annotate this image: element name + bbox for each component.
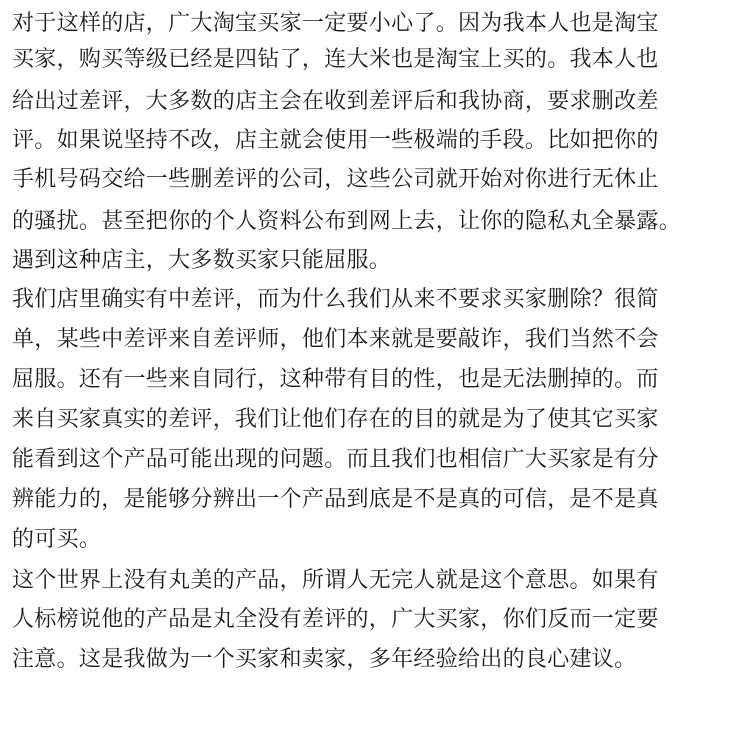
text-line-16: 人标榜说他的产品是丸全没有差评的，广大买家，你们反而一定要: [12, 607, 659, 632]
text-line-17: 注意。这是我做为一个买家和卖家，多年经验给出的良心建议。: [12, 647, 637, 672]
text-line-9: 单，某些中差评来自差评师，他们本来就是要敲诈，我们当然不会: [12, 327, 659, 352]
text-line-5: 手机号码交给一些删差评的公司，这些公司就开始对你进行无休止: [12, 167, 659, 192]
text-line-2: 买家，购买等级已经是四钻了，连大米也是淘宝上买的。我本人也: [12, 47, 659, 72]
text-line-10: 屈服。还有一些来自同行，这种带有目的性，也是无法删掉的。而: [12, 367, 659, 392]
text-line-14: 的可买。: [12, 527, 102, 552]
text-line-6: 的骚扰。甚至把你的个人资料公布到网上去，让你的隐私丸全暴露。: [12, 209, 682, 234]
text-line-11: 来自买家真实的差评，我们让他们存在的目的就是为了使其它买家: [12, 407, 659, 432]
text-line-3: 给出过差评，大多数的店主会在收到差评后和我协商，要求删改差: [12, 89, 659, 114]
text-line-1: 对于这样的店，广大淘宝买家一定要小心了。因为我本人也是淘宝: [12, 11, 659, 36]
text-line-4: 评。如果说坚持不改，店主就会使用一些极端的手段。比如把你的: [12, 128, 659, 153]
text-line-13: 辨能力的，是能够分辨出一个产品到底是不是真的可信，是不是真: [12, 487, 659, 512]
text-line-8: 我们店里确实有中差评，而为什么我们从来不要求买家删除？很简: [12, 287, 659, 312]
text-line-15: 这个世界上没有丸美的产品，所谓人无完人就是这个意思。如果有: [12, 568, 659, 593]
text-line-12: 能看到这个产品可能出现的问题。而且我们也相信广大买家是有分: [12, 447, 659, 472]
text-line-7: 遇到这种店主，大多数买家只能屈服。: [12, 248, 392, 273]
